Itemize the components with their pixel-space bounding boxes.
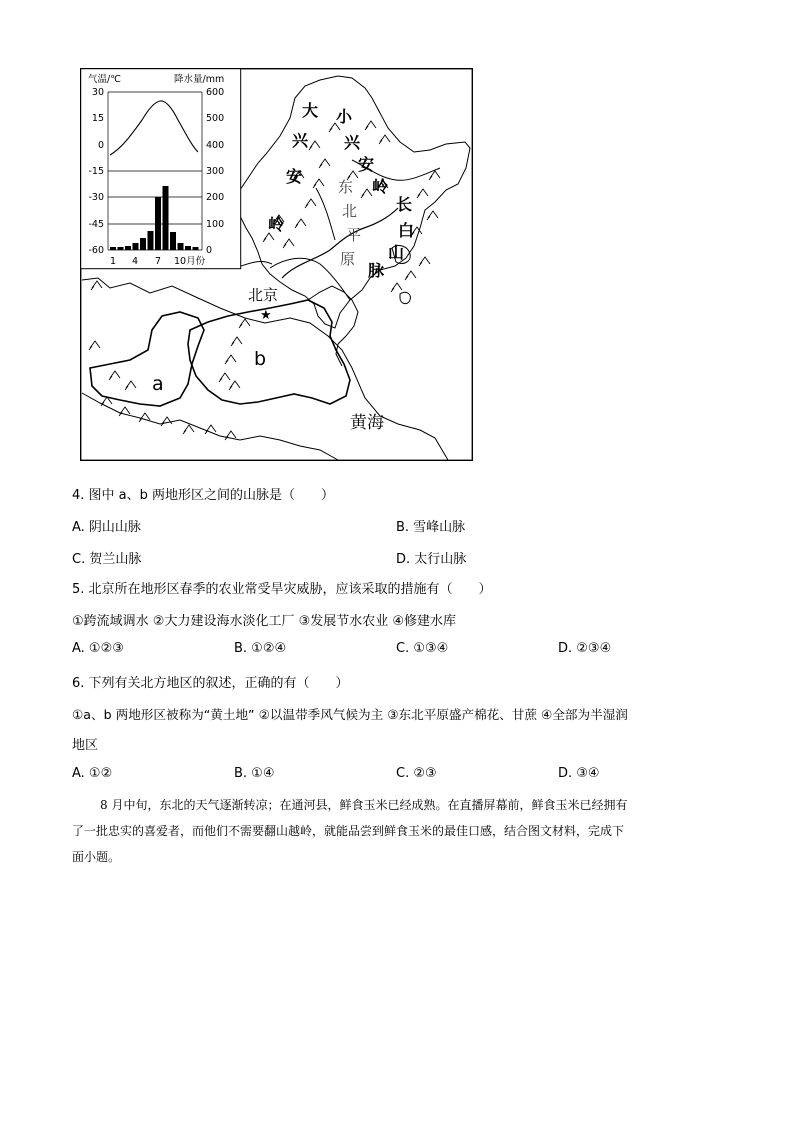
label-char: 脉 [368, 261, 385, 280]
tick-temp-15: 15 [91, 113, 104, 124]
precip-bar-mar [125, 246, 131, 250]
q5-option-c: C. ①③④ [396, 641, 449, 656]
label-char: 大 [302, 101, 319, 120]
tick-temp-30: 30 [91, 87, 104, 98]
q5-option-d: D. ②③④ [558, 641, 612, 656]
tick-precip-400: 400 [206, 140, 225, 151]
label-char: 北 [342, 202, 358, 220]
tick-precip-600: 600 [206, 87, 225, 98]
precip-bar-dec [193, 247, 199, 250]
temperature-axis-title: 气温/℃ [88, 74, 121, 85]
question-5-statements: ①跨流域调水 ②大力建设海水淡化工厂 ③发展节水农业 ④修建水库 [72, 614, 457, 629]
tick-temp-m45: -45 [88, 219, 104, 230]
precip-bar-aug [163, 186, 169, 250]
q4-option-a: A. 阴山山脉 [72, 520, 141, 535]
label-char: 安 [358, 155, 375, 174]
question-6-statements-line1: ①a、b 两地形区被称为“黄土地” ②以温带季风气候为主 ③东北平原盛产棉花、甘蔗 ④全部为半湿润 [72, 707, 628, 722]
passage-line-1: 8 月中旬，东北的天气逐渐转凉；在通河县，鲜食玉米已经成熟。在直播屏幕前，鲜食玉米已经拥有 [100, 798, 628, 812]
tick-temp-m60: -60 [88, 245, 104, 256]
map-figure [80, 68, 473, 461]
label-char: 岭 [372, 177, 389, 196]
tick-precip-500: 500 [206, 113, 225, 124]
beijing-label: 北京 [248, 286, 279, 304]
precipitation-axis-title: 降水量/mm [174, 74, 225, 85]
tick-temp-0: 0 [97, 140, 104, 151]
tick-month-1: 1 [110, 256, 117, 267]
question-6-statements-line2: 地区 [72, 738, 99, 753]
label-char: 原 [340, 250, 356, 268]
tick-temp-m15: -15 [88, 166, 104, 177]
precip-bar-jan [110, 247, 116, 250]
q6-option-b: B. ①④ [234, 766, 275, 781]
passage-line-3: 面小题。 [72, 850, 121, 864]
question-5-stem: 5. 北京所在地形区春季的农业常受旱灾威胁，应该采取的措施有（ ） [72, 582, 492, 597]
q5-option-b: B. ①②④ [234, 641, 287, 656]
tick-month-4: 4 [132, 256, 139, 267]
tick-precip-200: 200 [206, 192, 225, 203]
q4-option-d: D. 太行山脉 [396, 552, 467, 567]
question-6-stem: 6. 下列有关北方地区的叙述，正确的有（ ） [72, 676, 349, 691]
q6-option-d: D. ③④ [558, 766, 600, 781]
q6-option-c: C. ②③ [396, 766, 437, 781]
precip-bar-jun [148, 231, 154, 250]
climate-chart-inset [81, 69, 241, 269]
label-char: 东 [338, 178, 354, 196]
precip-bar-oct [178, 243, 184, 250]
label-char: 长 [396, 195, 413, 214]
label-char: 山 [388, 243, 405, 262]
region-a-label: a [152, 373, 164, 395]
passage-line-2: 了一批忠实的喜爱者，而他们不需要翻山越岭，就能品尝到鲜食玉米的最佳口感，结合图文材料，完成下 [72, 824, 625, 838]
label-char: 安 [286, 167, 303, 186]
q6-option-a: A. ①② [72, 766, 113, 781]
q4-option-b: B. 雪峰山脉 [396, 520, 466, 535]
tick-precip-100: 100 [206, 219, 225, 230]
tick-month-7: 7 [155, 256, 162, 267]
question-4-stem: 4. 图中 a、b 两地形区之间的山脉是（ ） [72, 488, 335, 503]
region-b-label: b [254, 348, 267, 370]
label-char: 小 [336, 107, 353, 126]
q4-option-c: C. 贺兰山脉 [72, 552, 142, 567]
label-char: 平 [346, 226, 362, 244]
label-char: 兴 [292, 131, 309, 150]
precip-bar-may [140, 238, 146, 250]
label-char: 兴 [344, 133, 361, 152]
huanghai-label: 黄海 [350, 413, 384, 433]
label-char: 岭 [268, 215, 285, 234]
q5-option-a: A. ①②③ [72, 641, 124, 656]
tick-temp-m30: -30 [88, 192, 104, 203]
tick-month-10: 10月份 [174, 256, 206, 267]
reading-passage [72, 792, 722, 870]
precip-bar-nov [185, 246, 191, 250]
tick-precip-0: 0 [206, 245, 213, 256]
precip-bar-apr [133, 243, 139, 250]
precip-bar-jul [155, 197, 161, 250]
precip-bar-sep [170, 232, 176, 250]
precip-bar-feb [118, 247, 124, 250]
tick-precip-300: 300 [206, 166, 225, 177]
label-char: 白 [398, 221, 415, 240]
beijing-star-icon: ★ [260, 308, 272, 323]
